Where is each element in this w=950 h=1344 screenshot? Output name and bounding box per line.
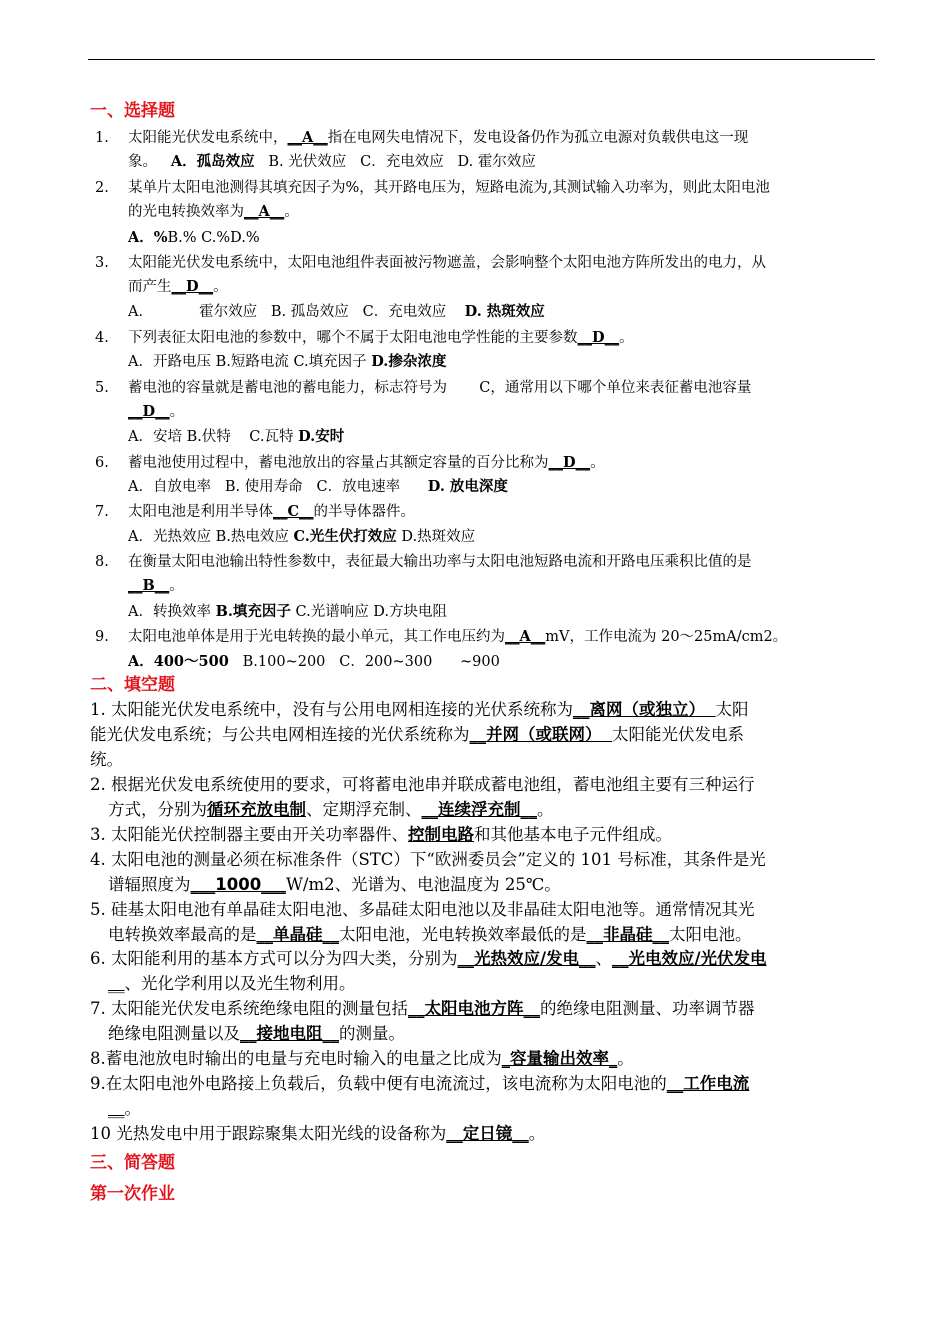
fill-5-line2: 电转换效率最高的是__单晶硅__太阳电池，光电转换效率最低的是__非晶硅__太阳电池。: [108, 925, 752, 944]
fill-9-line2: __。: [108, 1099, 141, 1118]
question-4-options: A．开路电压 B.短路电流 C.填充因子 D.掺杂浓度: [128, 353, 447, 370]
question-3-line2: 而产生__D__。: [128, 278, 228, 295]
fill-4-line2: 谱辐照度为___1000___W/m2、光谱为、电池温度为 25℃。: [108, 875, 561, 894]
fill-6-line1: 6. 太阳能利用的基本方式可以分为四大类，分别为__光热效应/发电__、__光电效应/光伏发电: [90, 949, 767, 968]
section-heading-choice: 一、选择题: [90, 101, 175, 121]
section-heading-homework: 第一次作业: [90, 1184, 175, 1204]
fill-6-line2: __、光化学利用以及光生物利用。: [108, 974, 356, 993]
fill-1-line2: 能光伏发电系统；与公共电网相连接的光伏系统称为__并网（或联网） 太阳能光伏发电系: [90, 725, 744, 744]
question-6: 6. 蓄电池使用过程中，蓄电池放出的容量占其额定容量的百分比称为__D__。: [95, 454, 605, 471]
question-7-options: A．光热效应 B.热电效应 C.光生伏打效应 D.热斑效应: [128, 528, 476, 545]
fill-2-line2: 方式，分别为循环充放电制、定期浮充制、__连续浮充制__。: [108, 800, 554, 819]
question-2: 2. 某单片太阳电池测得其填充因子为%，其开路电压为，短路电流为,其测试输入功率为，则此太阳电池: [95, 180, 770, 196]
question-5-line2: __D__。: [128, 403, 185, 420]
fill-2-line1: 2. 根据光伏发电系统使用的要求，可将蓄电池串并联成蓄电池组，蓄电池组主要有三种运行: [90, 775, 755, 794]
question-1: 1. 太阳能光伏发电系统中，__A__指在电网失电情况下，发电设备仍作为孤立电源对负载供电这一现: [95, 127, 875, 149]
question-number: 1.: [95, 130, 109, 146]
question-3: 3. 太阳能光伏发电系统中，太阳电池组件表面被污物遮盖，会影响整个太阳电池方阵所发出的电力，从: [95, 255, 766, 271]
fill-7-line1: 7. 太阳能光伏发电系统绝缘电阻的测量包括__太阳电池方阵__的绝缘电阻测量、功率调节器: [90, 999, 755, 1018]
question-7: 7. 太阳电池是利用半导体__C__的半导体器件。: [95, 503, 416, 520]
fill-1-line1: 1. 太阳能光伏发电系统中，没有与公用电网相连接的光伏系统称为__离网（或独立） 太阳: [90, 700, 749, 719]
question-6-options: A．自放电率 B. 使用寿命 C．放电速率 D. 放电深度: [128, 478, 508, 495]
section-heading-short-answer: 三、简答题: [90, 1153, 175, 1173]
question-3-options: A． 霍尔效应 B. 孤岛效应 C．充电效应 D. 热斑效应: [128, 303, 545, 320]
question-5-options: A．安培 B.伏特 C.瓦特 D.安时: [128, 428, 345, 445]
fill-9-line1: 9.在太阳电池外电路接上负载后，负载中便有电流流过，该电流称为太阳电池的__工作电流: [90, 1074, 750, 1093]
fill-5-line1: 5. 硅基太阳电池有单晶硅太阳电池、多晶硅太阳电池以及非晶硅太阳电池等。通常情况其光: [90, 900, 755, 919]
question-5: 5. 蓄电池的容量就是蓄电池的蓄电能力，标志符号为 C，通常用以下哪个单位来表征蓄电池容量: [95, 380, 752, 396]
question-9-options: A．400～500 B.100~200 C．200~300 ~900: [128, 653, 500, 670]
question-1-options: 象。 A．孤岛效应 B. 光伏效应 C．充电效应 D. 霍尔效应: [128, 153, 536, 170]
fill-3: 3. 太阳能光伏控制器主要由开关功率器件、控制电路和其他基本电子元件组成。: [90, 825, 672, 844]
question-4: 4. 下列表征太阳电池的参数中，哪个不属于太阳电池电学性能的主要参数__D__。: [95, 329, 634, 346]
fill-10: 10 光热发电中用于跟踪聚集太阳光线的设备称为__定日镜__。: [90, 1124, 546, 1143]
fill-8: 8.蓄电池放电时输出的电量与充电时输入的电量之比成为_容量输出效率_。: [90, 1049, 634, 1068]
fill-4-line1: 4. 太阳电池的测量必须在标准条件（STC）下“欧洲委员会”定义的 101 号标准，其条件是光: [90, 850, 766, 869]
question-8-options: A．转换效率 B.填充因子 C.光谱响应 D.方块电阻: [128, 603, 448, 620]
question-2-line2: 的光电转换效率为__A__。: [128, 203, 299, 220]
fill-1-line3: 统。: [90, 750, 123, 769]
question-9: 9. 太阳电池单体是用于光电转换的最小单元，其工作电压约为__A__mV，工作电流为 20～25mA/cm2。: [95, 628, 788, 645]
question-2-options: A．%B.% C.%D.%: [128, 229, 260, 246]
question-8-line2: __B__。: [128, 577, 184, 594]
header-rule: [88, 59, 875, 60]
section-heading-fill: 二、填空题: [90, 675, 175, 695]
fill-7-line2: 绝缘电阻测量以及__接地电阻__的测量。: [108, 1024, 405, 1043]
question-8: 8. 在衡量太阳电池输出特性参数中，表征最大输出功率与太阳电池短路电流和开路电压乘积比值的是: [95, 554, 752, 570]
